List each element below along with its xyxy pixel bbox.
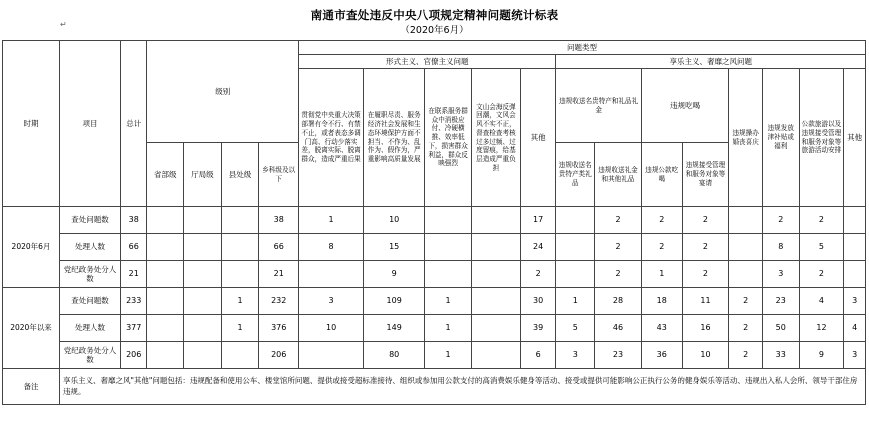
cell (221, 207, 259, 234)
cell: 8 (299, 234, 364, 261)
header-hedonism-group: 享乐主义、奢靡之风问题 (556, 55, 866, 69)
cell (556, 207, 595, 234)
cell: 23 (595, 342, 642, 369)
cell: 36 (641, 342, 682, 369)
header-item: 项目 (59, 41, 120, 207)
cell: 3 (762, 261, 799, 288)
table-row (3, 342, 866, 369)
cell: 2 (729, 342, 763, 369)
cell: 16 (682, 315, 729, 342)
cell (221, 261, 259, 288)
cell (184, 234, 222, 261)
cell (425, 207, 472, 234)
cell (184, 288, 222, 315)
header-level-3: 县处级 (221, 143, 259, 207)
cell (147, 207, 184, 234)
cell: 18 (641, 288, 682, 315)
cell: 3 (556, 342, 595, 369)
cell: 6 (520, 342, 556, 369)
cell (147, 342, 184, 369)
cell: 2 (641, 207, 682, 234)
header-level-2: 厅局级 (184, 143, 222, 207)
cell: 4 (799, 288, 844, 315)
cell: 1 (425, 342, 472, 369)
cell: 2 (729, 315, 763, 342)
cell: 5 (799, 234, 844, 261)
cell: 2 (595, 207, 642, 234)
header-level-1: 省部级 (147, 143, 184, 207)
cell: 3 (844, 342, 866, 369)
cell: 33 (762, 342, 799, 369)
cell: 2 (799, 207, 844, 234)
cell: 1 (221, 288, 259, 315)
cell: 46 (595, 315, 642, 342)
cell: 2 (682, 261, 729, 288)
cell (844, 207, 866, 234)
cell (221, 342, 259, 369)
cell: 43 (641, 315, 682, 342)
header-gift-col-1: 违规收送名贵特产类礼品 (556, 143, 595, 207)
cell (184, 315, 222, 342)
document-subtitle: （2020年6月） (400, 25, 469, 36)
header-hedonism-col-3: 公款旅游以及违规接受管理和服务对象等旅游活动安排 (799, 69, 844, 207)
cell: 2 (729, 288, 763, 315)
header-eat-col-1: 违规公款吃喝 (641, 143, 682, 207)
header-total: 总计 (121, 41, 147, 207)
cell: 2 (595, 261, 642, 288)
cell (184, 261, 222, 288)
cell (844, 261, 866, 288)
cell (556, 261, 595, 288)
cell (472, 234, 521, 261)
cell: 1 (425, 315, 472, 342)
cell (556, 234, 595, 261)
header-formalism-col-1: 贯彻党中央重大决策部署有令不行、有禁不止，或者表态多调门高、行动少落实差，脱离实际、脱离群众，造成严重后果 (299, 69, 364, 207)
cell: 21 (259, 261, 299, 288)
cell-total: 233 (121, 288, 147, 315)
cell-total: 377 (121, 315, 147, 342)
table-row (3, 261, 866, 288)
cell: 2 (799, 261, 844, 288)
cell (299, 261, 364, 288)
cell-total: 38 (121, 207, 147, 234)
cell (472, 342, 521, 369)
cell: 9 (364, 261, 425, 288)
cell (147, 261, 184, 288)
header-formalism-group: 形式主义、官僚主义问题 (299, 55, 556, 69)
header-period: 时期 (3, 41, 60, 207)
cell (425, 234, 472, 261)
cell (472, 288, 521, 315)
cell: 1 (221, 315, 259, 342)
cell: 10 (682, 342, 729, 369)
cell (147, 234, 184, 261)
cell (472, 315, 521, 342)
cell: 12 (799, 315, 844, 342)
header-hedonism-other: 其他 (844, 69, 866, 207)
return-mark: ↵ (60, 20, 67, 29)
table-row (3, 234, 866, 261)
cell (221, 234, 259, 261)
cell: 9 (799, 342, 844, 369)
cell (844, 234, 866, 261)
cell: 15 (364, 234, 425, 261)
header-eat-group: 违规吃喝 (641, 69, 728, 143)
cell: 1 (556, 288, 595, 315)
cell: 376 (259, 315, 299, 342)
cell (184, 207, 222, 234)
header-level-4: 乡科级及以下 (259, 143, 299, 207)
cell: 232 (259, 288, 299, 315)
cell-total: 66 (121, 234, 147, 261)
cell: 5 (556, 315, 595, 342)
cell (299, 342, 364, 369)
cell (425, 261, 472, 288)
header-eat-col-2: 违规接受管理和服务对象等宴请 (682, 143, 729, 207)
cell: 2 (520, 261, 556, 288)
cell: 11 (682, 288, 729, 315)
cell: 2 (682, 234, 729, 261)
header-level: 级别 (147, 41, 299, 143)
row-label: 党纪政务处分人数 (59, 342, 120, 369)
remark-text: 享乐主义、奢靡之风"其他"问题包括：违规配备和使用公车、楼堂馆所问题、提供或接受超标准接待、组织或参加用公款支付的高消费娱乐健身等活动、接受或提供可能影响公正执行公务的健身娱乐等活动、违规出入私人会所、领导干部住房违规。 (59, 369, 865, 405)
cell: 50 (762, 315, 799, 342)
cell (147, 315, 184, 342)
table-row (3, 288, 866, 315)
cell (147, 288, 184, 315)
cell-total: 206 (121, 342, 147, 369)
header-gift-group: 违规收送名贵特产和礼品礼金 (556, 69, 641, 143)
cell (729, 207, 763, 234)
cell: 39 (520, 315, 556, 342)
document-title: 南通市查处违反中央八项规定精神问题统计标表 (310, 8, 559, 22)
cell: 2 (762, 207, 799, 234)
header-hedonism-col-2: 违规发放津补贴或福利 (762, 69, 799, 207)
cell: 10 (299, 315, 364, 342)
header-formalism-col-3: 在联系服务群众中消极应付、冷硬横推、效率低下，损害群众利益，群众反映强烈 (425, 69, 472, 207)
header-formalism-other: 其他 (520, 69, 556, 207)
cell (472, 207, 521, 234)
header-formalism-col-4: 文山会海反弹回潮，文风会风不实不正，督查检查考核过多过频、过度留痕，给基层造成严重负担 (472, 69, 521, 207)
cell: 80 (364, 342, 425, 369)
period-label: 2020年6月 (3, 207, 60, 288)
cell: 38 (259, 207, 299, 234)
cell: 2 (682, 207, 729, 234)
cell: 3 (844, 288, 866, 315)
row-label: 查处问题数 (59, 207, 120, 234)
cell: 2 (641, 234, 682, 261)
cell: 1 (641, 261, 682, 288)
cell: 1 (299, 207, 364, 234)
header-hedonism-col-1: 违规操办婚丧喜庆 (729, 69, 763, 207)
cell: 8 (762, 234, 799, 261)
cell: 28 (595, 288, 642, 315)
cell (184, 342, 222, 369)
cell: 23 (762, 288, 799, 315)
cell: 2 (595, 234, 642, 261)
cell: 17 (520, 207, 556, 234)
row-label: 查处问题数 (59, 288, 120, 315)
header-formalism-col-2: 在履职尽责、服务经济社会发展和生态环境保护方面不担当、不作为、乱作为、假作为，严重影响高质量发展 (364, 69, 425, 207)
cell (729, 234, 763, 261)
period-label: 2020年以来 (3, 288, 60, 369)
table-row (3, 315, 866, 342)
cell: 3 (299, 288, 364, 315)
row-label: 处理人数 (59, 315, 120, 342)
cell: 206 (259, 342, 299, 369)
cell-total: 21 (121, 261, 147, 288)
cell: 4 (844, 315, 866, 342)
statistics-table (2, 40, 866, 405)
cell: 109 (364, 288, 425, 315)
header-gift-col-2: 违规收送礼金和其他礼品 (595, 143, 642, 207)
remark-label: 备注 (3, 369, 60, 405)
cell: 66 (259, 234, 299, 261)
table-row (3, 207, 866, 234)
row-label: 党纪政务处分人数 (59, 261, 120, 288)
cell: 10 (364, 207, 425, 234)
header-problem-type: 问题类型 (299, 41, 866, 55)
row-label: 处理人数 (59, 234, 120, 261)
cell (472, 261, 521, 288)
cell: 149 (364, 315, 425, 342)
cell (729, 261, 763, 288)
cell: 24 (520, 234, 556, 261)
cell: 1 (425, 288, 472, 315)
cell: 30 (520, 288, 556, 315)
